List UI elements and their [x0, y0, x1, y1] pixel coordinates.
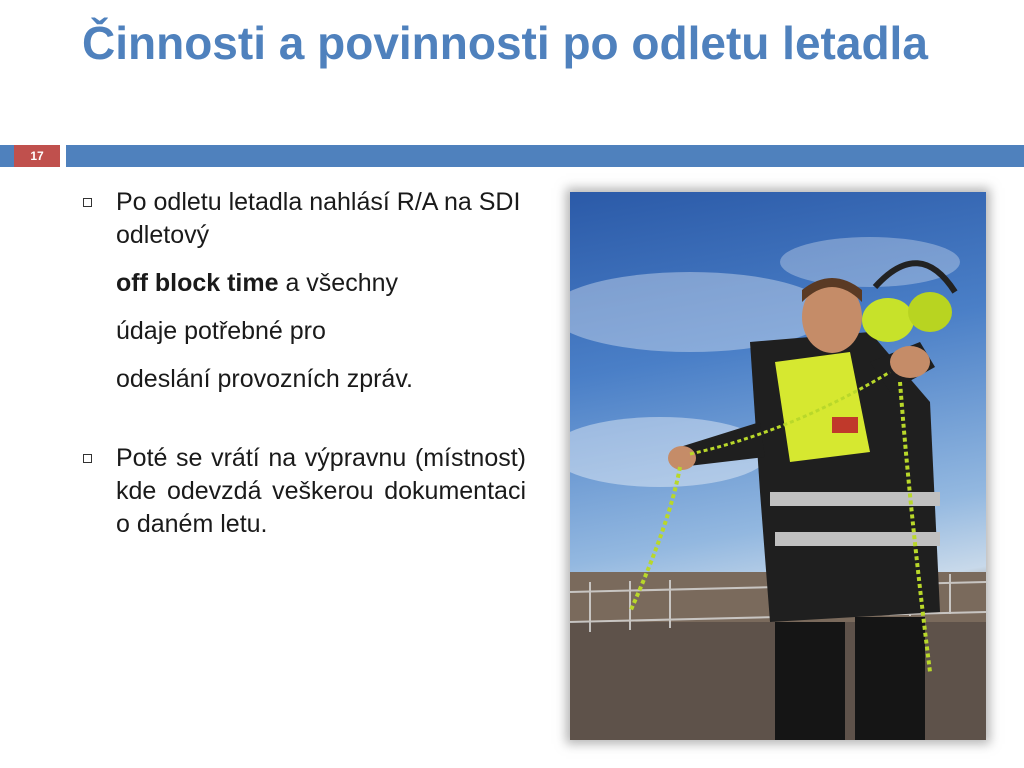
square-bullet-icon [83, 198, 92, 207]
title-rule-left [0, 145, 14, 167]
ground-staff-photo [570, 192, 986, 740]
bullet-bold-text: off block time [116, 269, 279, 297]
bullet-item [80, 442, 526, 541]
bullet-text: Po odletu letadla nahlásí R/A na SDI odletový [116, 188, 521, 249]
bullet-text: a všechny [278, 269, 399, 297]
bullet-text: Poté se vrátí na výpravnu (místnost) kde odevzdá veškerou dokumentaci o daném letu. [116, 444, 526, 538]
bullet-item [80, 186, 526, 252]
square-bullet-icon [83, 454, 92, 463]
bullet-continuation [80, 267, 526, 300]
bullet-continuation: odeslání provozních zpráv. [116, 365, 413, 393]
bullet-continuation: údaje potřebné pro [116, 317, 326, 345]
slide-body [80, 186, 526, 541]
slide-number: 17 [14, 145, 60, 167]
ground-staff-illustration [570, 192, 986, 740]
title-rule-right [66, 145, 1024, 167]
slide-title: Činnosti a povinnosti po odletu letadla [82, 17, 928, 69]
